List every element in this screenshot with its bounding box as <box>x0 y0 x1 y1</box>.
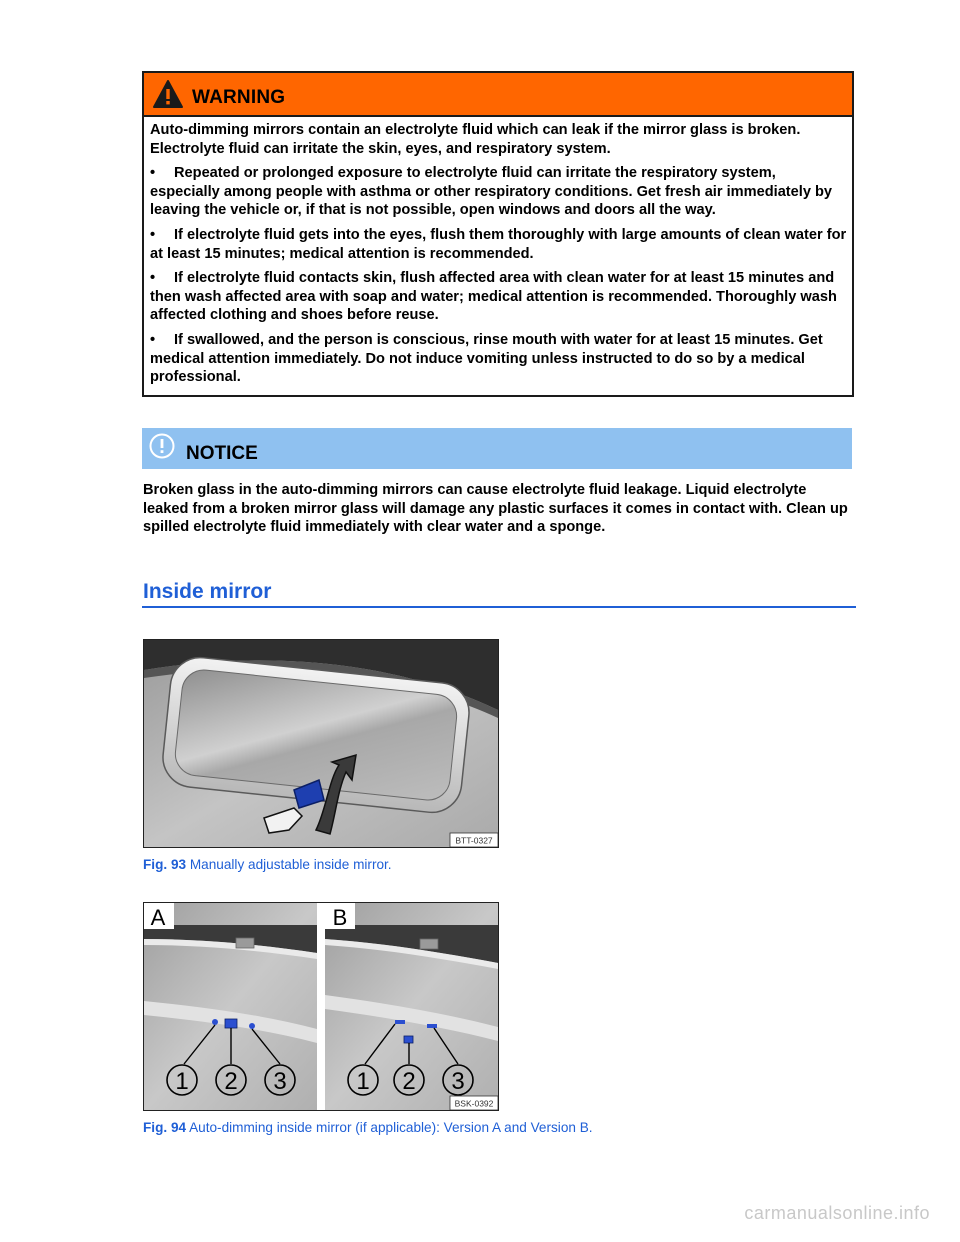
section-divider <box>142 606 856 608</box>
warning-bullet-text: If swallowed, and the person is conscious, rinse mouth with water for at least 15 minutes. Get medical attention immediately. Do not induce vomiting unless instructed to do so by a medical professional. <box>150 331 823 386</box>
figure-caption-text: Auto-dimming inside mirror (if applicable): Version A and Version B. <box>189 1120 593 1135</box>
warning-body <box>144 117 852 387</box>
bullet-icon: • <box>150 331 156 348</box>
callout-1: 1 <box>175 1068 189 1095</box>
figure-93-caption <box>143 857 392 872</box>
exclamation-circle-icon <box>149 433 175 459</box>
figure-94-image <box>143 902 499 1111</box>
auto-dimming-mirror-illustration <box>144 903 498 1110</box>
figure-caption-text: Manually adjustable inside mirror. <box>189 857 392 872</box>
callout-2: 2 <box>224 1068 238 1095</box>
warning-header <box>144 73 852 117</box>
manual-mirror-illustration <box>144 640 498 847</box>
bullet-icon: • <box>150 165 156 182</box>
bullet-icon: • <box>150 270 156 287</box>
panel-a-label: A <box>150 905 166 930</box>
warning-bullet-text: Repeated or prolonged exposure to electrolyte fluid can irritate the respiratory system, especially among people with asthma or other respiratory conditions. Get fresh air immediately by leaving the vehicle or, if that is not possible, open windows and doors all the way. <box>150 165 833 219</box>
warning-triangle-icon <box>152 79 184 109</box>
warning-bullet-item <box>150 331 847 387</box>
callout-3: 3 <box>451 1068 465 1095</box>
notice-header <box>142 428 852 469</box>
callout-3: 3 <box>273 1068 287 1095</box>
warning-bullet-text: If electrolyte fluid gets into the eyes, flush them thoroughly with large amounts of clean water for at least 15 minutes; medical attention is recommended. <box>150 226 847 262</box>
figure-94-caption <box>143 1120 593 1135</box>
figure-93-image <box>143 639 499 848</box>
panel-b <box>325 903 498 1110</box>
warning-intro: Auto-dimming mirrors contain an electrolyte fluid which can leak if the mirror glass is broken. Electrolyte fluid can irritate the skin, eyes, and respiratory system. <box>150 122 801 157</box>
warning-title: WARNING <box>192 87 286 108</box>
warning-bullet-item <box>150 164 847 220</box>
figure-code: BSK-0392 <box>454 1098 494 1109</box>
bullet-icon: • <box>150 226 156 243</box>
panel-b-label: B <box>332 905 348 930</box>
notice-title: NOTICE <box>186 442 258 464</box>
figure-label: Fig. 93 <box>143 857 187 872</box>
notice-text: Broken glass in the auto-dimming mirrors can cause electrolyte fluid leakage. Liquid electrolyte leaked from a broken mirror glass will damage any plastic surfaces it comes in contact with. Clean up spilled electrolyte fluid immediately with clear water and a sponge. <box>143 482 848 536</box>
warning-bullet-item <box>150 269 847 325</box>
figure-code: BTT-0327 <box>455 835 493 846</box>
warning-bullet-text: If electrolyte fluid contacts skin, flush affected area with clean water for at least 15 minutes and then wash affected area with soap and water; medical attention is recommended. Thoroughly wash affected clothing and shoes before reuse. <box>150 270 837 324</box>
panel-a <box>144 903 317 1110</box>
watermark: carmanualsonline.info <box>744 1203 930 1223</box>
warning-bullet-item <box>150 226 847 263</box>
callout-2: 2 <box>402 1068 416 1095</box>
figure-label: Fig. 94 <box>143 1120 187 1135</box>
callout-1: 1 <box>356 1068 370 1095</box>
section-title: Inside mirror <box>143 580 272 603</box>
warning-box <box>142 71 854 397</box>
